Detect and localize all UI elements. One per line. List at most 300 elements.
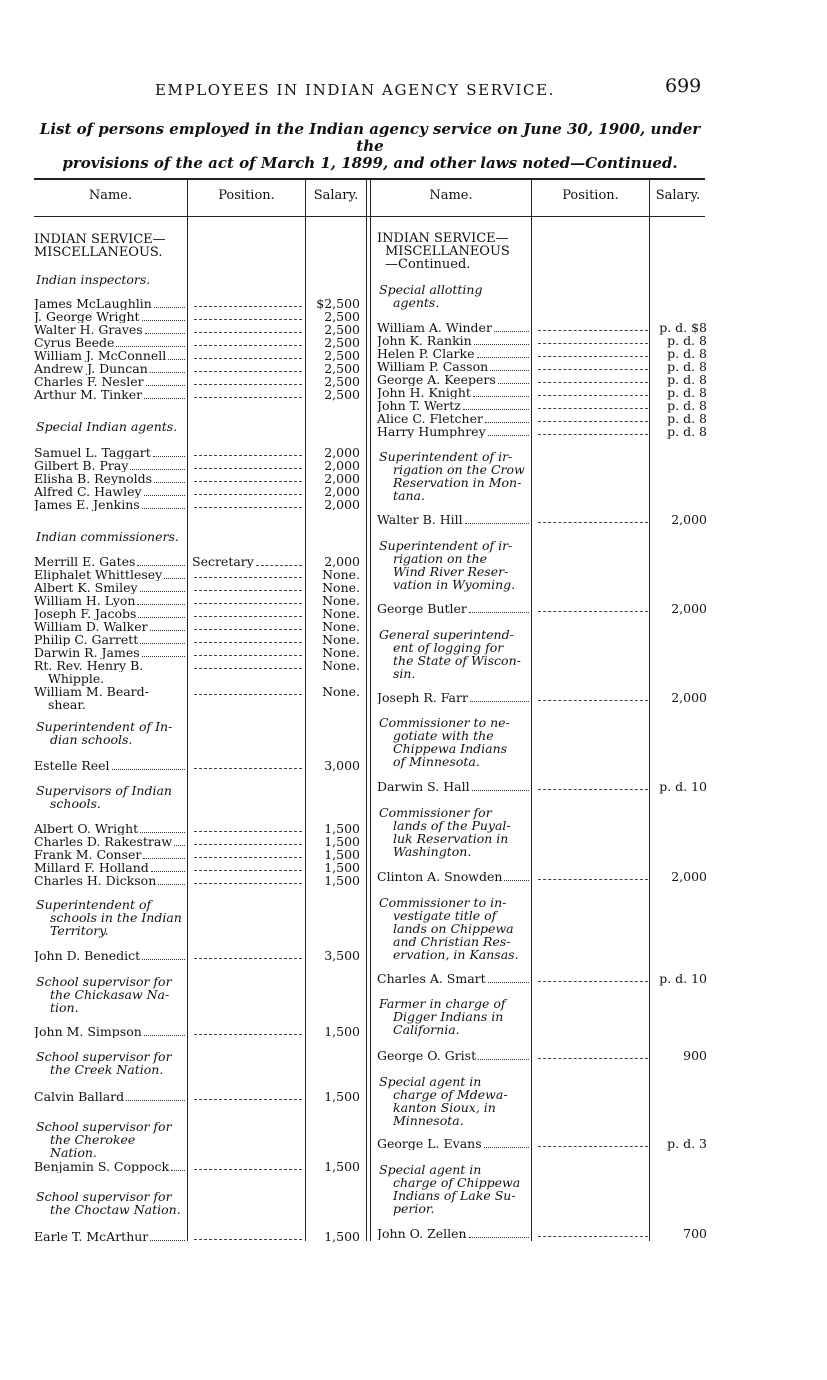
leader-dashes [538,334,648,344]
leader-dashes [538,386,648,396]
table-row [377,602,707,615]
employee-name [377,373,529,386]
group-title-line: General superintend- [379,627,514,642]
position-cell [192,472,302,482]
group-title [379,450,529,502]
leader-dashes [538,780,648,790]
position-cell [536,691,648,701]
group-title [36,720,185,746]
position-cell [192,949,302,959]
table-row [377,870,707,883]
employee-name [34,498,185,511]
employee-name-text: William D. Walker [34,620,148,633]
table-row [377,347,707,360]
table-row [34,336,360,349]
group-title-line: the Creek Nation. [50,1062,164,1077]
employee-name [34,861,185,874]
center-double-rule-2 [370,178,371,1241]
employee-name-text: John D. Benedict [34,949,141,962]
employee-name-text: Earle T. McArthur [34,1230,149,1243]
table-row [377,1137,707,1150]
leader-dashes [194,620,302,630]
leader-dots [164,569,185,579]
employee-name [34,310,185,323]
salary-cell: None. [322,606,360,621]
group-title-line: Territory. [50,923,109,938]
position-cell [192,861,302,871]
leader-dashes [194,607,302,617]
column-header-position: Position. [562,188,619,203]
group-title-line: Commissioner for [379,805,492,820]
table-row [34,874,360,887]
section-heading-left [34,233,187,259]
position-cell [536,347,648,357]
table-row [34,568,360,581]
position-cell [192,848,302,858]
section-heading-line: INDIAN SERVICE— [377,231,509,246]
employee-name [34,459,185,472]
table-row [34,349,360,362]
leader-dashes [194,568,302,578]
salary-cell: 900 [683,1048,707,1063]
salary-cell: p. d. 8 [667,372,707,387]
table-row [34,310,360,323]
leader-dashes [194,949,302,959]
salary-cell: 2,000 [324,497,360,512]
salary-cell: 2,000 [324,458,360,473]
position-cell [192,323,302,333]
table-row [34,446,360,459]
group-title-line: agents. [393,295,440,310]
employee-name [377,360,529,373]
table-row [377,386,707,399]
table-row [34,362,360,375]
table-row [34,646,360,659]
position-cell [536,1227,648,1237]
employee-name-text: Eliphalet Whittlesey [34,568,163,581]
employee-name-text: Frank M. Conser [34,848,142,861]
group-title-line: schools. [50,796,101,811]
group-title-line: Special Indian agents. [36,419,178,434]
employee-name [377,321,529,334]
table-row [377,513,707,526]
section-heading-right [377,232,531,271]
position-cell [192,336,302,346]
employee-name [34,874,185,887]
employee-name-text: Arthur M. Tinker [34,388,143,401]
leader-dashes [538,1137,648,1147]
employee-name-text: Benjamin S. Coppock [34,1160,170,1173]
employee-name-text: Alice C. Fletcher [377,412,483,425]
table-row [34,607,360,620]
employee-name-text: Charles D. Rakestraw [34,835,173,848]
section-heading-line: INDIAN SERVICE— [34,232,166,247]
employee-name-text: George O. Grist [377,1049,477,1062]
group-title [36,784,185,810]
group-title-line: Digger Indians in [393,1009,504,1024]
leader-dashes [538,1227,648,1237]
leader-dashes [194,594,302,604]
employee-name-text: John O. Zellen [377,1227,467,1240]
salary-cell: None. [322,658,360,673]
leader-dots [144,486,185,496]
leader-dashes [194,336,302,346]
salary-cell: None. [322,580,360,595]
employee-name-text: Andrew J. Duncan [34,362,148,375]
employee-name-text: J. George Wright [34,310,140,323]
employee-name-text: William A. Winder [377,321,492,334]
leader-dots [140,582,185,592]
group-title-line: sin. [393,666,416,681]
employee-name [34,336,185,349]
employee-name-text: Albert K. Smiley [34,581,138,594]
position-cell [192,822,302,832]
employee-name [377,399,529,412]
salary-cell: 2,000 [324,445,360,460]
employee-name-text: Charles A. Smart [377,972,486,985]
leader-dashes [194,581,302,591]
leader-dashes [194,633,302,643]
salary-cell: 2,500 [324,348,360,363]
employee-name-text: Alfred C. Hawley [34,485,142,498]
employee-name [34,646,185,659]
table-row [34,581,360,594]
employee-name [34,620,185,633]
group-title-line: Special agent in [379,1074,482,1089]
salary-cell: 1,500 [324,847,360,862]
position-cell [536,321,648,331]
group-title-line: Indians of Lake Su- [393,1188,516,1203]
group-title-line: Superintendent of ir- [379,449,513,464]
employee-name [34,472,185,485]
center-double-rule [366,178,367,1241]
position-cell [192,446,302,456]
salary-cell: 3,000 [324,758,360,773]
salary-cell: 2,500 [324,374,360,389]
employee-name [34,949,185,962]
position-cell [192,581,302,591]
leader-dashes [194,874,302,884]
group-title-line: Wind River Reser- [393,564,509,579]
leader-dots [150,1231,185,1241]
table-row [377,780,707,793]
employee-name-text: Darwin R. James [34,646,140,659]
group-title-line: School supervisor for [36,974,172,989]
leader-dashes [194,362,302,372]
leader-dashes [538,399,648,409]
leader-dots [498,374,529,384]
salary-cell: p. d. $8 [659,320,707,335]
leader-dashes [538,1049,648,1059]
leader-dashes [194,822,302,832]
group-title [379,806,529,858]
leader-dashes [194,323,302,333]
position-cell [536,1137,648,1147]
leader-dots [142,311,185,321]
leader-dots [477,348,529,358]
group-title-line: Special allotting [379,282,483,297]
group-title-line: the Chickasaw Na- [50,987,170,1002]
position-cell [536,386,648,396]
position-cell [536,870,648,880]
leader-dashes [538,870,648,880]
position-cell [192,459,302,469]
leader-dots [153,447,185,457]
salary-cell: 2,000 [671,869,707,884]
group-title-line: vation in Wyoming. [393,577,516,592]
group-title-line: perior. [393,1201,435,1216]
group-title [379,1075,529,1127]
salary-cell: p. d. 8 [667,346,707,361]
salary-cell: None. [322,593,360,608]
leader-dots [490,361,529,371]
position-text: Secretary [192,555,254,568]
salary-cell: 2,500 [324,322,360,337]
leader-dots [174,836,185,846]
employee-name [377,513,529,526]
employee-name [34,594,185,607]
group-title-line: California. [393,1022,460,1037]
group-title-line: rigation on the Crow [393,462,525,477]
position-cell [192,659,302,669]
group-title [379,628,529,680]
employee-name [377,972,529,985]
salary-cell: p. d. 10 [659,971,707,986]
position-cell [192,646,302,656]
table-row [377,360,707,373]
group-title-line: ervation, in Kansas. [393,947,519,962]
group-title [36,1050,185,1076]
employee-name [34,1090,185,1103]
leader-dots [154,473,185,483]
employee-name-text: Rt. Rev. Henry B. [34,659,144,672]
leader-dashes [538,373,648,383]
employee-name-text: John H. Knight [377,386,471,399]
employee-name [377,1227,529,1240]
leader-dots [488,426,529,436]
employee-name [34,581,185,594]
employee-name-text: William M. Beard- [34,685,149,698]
leader-dashes [194,646,302,656]
employee-name-text: George A. Keepers [377,373,496,386]
position-cell [192,1230,302,1240]
employee-name-text: James E. Jenkins [34,498,140,511]
table-row [34,822,360,835]
employee-name [34,446,185,459]
table-row [377,691,707,704]
employee-name-text: John K. Rankin [377,334,472,347]
group-title-line: Superintendent of In- [36,719,173,734]
group-title [36,898,185,937]
employee-name [377,602,529,615]
caption-line-1: List of persons employed in the Indian agency service on June 30, 1900, under the [39,120,701,155]
position-cell [192,362,302,372]
group-title-line: charge of Mdewa- [393,1087,508,1102]
employee-name-text: Walter B. Hill [377,513,463,526]
group-title [379,283,529,309]
salary-cell: p. d. 3 [667,1136,707,1151]
group-title-line: Reservation in Mon- [393,475,522,490]
leader-dots [469,1228,529,1238]
position-cell [536,360,648,370]
employee-name [34,1230,185,1243]
position-cell [192,685,302,695]
salary-cell: 1,500 [324,821,360,836]
leader-dashes [194,388,302,398]
position-cell [192,555,302,568]
leader-dashes [538,360,648,370]
position-cell [536,399,648,409]
group-title-line: Indian commissioners. [36,529,179,544]
employee-name [34,388,185,401]
employee-name-text: Clinton A. Snowden [377,870,503,883]
salary-cell: p. d. 8 [667,385,707,400]
group-title-line: Superintendent of ir- [379,538,513,553]
group-title-line: Washington. [393,844,472,859]
position-cell [192,568,302,578]
position-cell [536,412,648,422]
leader-dots [137,556,185,566]
salary-cell: $2,500 [316,296,360,311]
leader-dots [469,603,529,613]
group-title-line: Chippewa Indians [393,741,508,756]
leader-dots [151,862,185,872]
employee-name-text: Charles F. Nesler [34,375,144,388]
table-row [34,323,360,336]
table-row [34,555,360,568]
leader-dots [158,875,185,885]
position-cell [192,607,302,617]
position-cell [536,334,648,344]
employee-name-text: Darwin S. Hall [377,780,470,793]
employee-name-text: Samuel L. Taggart [34,446,151,459]
group-title-line: Superintendent of [36,897,152,912]
group-title-line: ent of logging for [393,640,504,655]
group-title-line: kanton Sioux, in [393,1100,496,1115]
table-row [34,759,360,772]
group-title [36,975,185,1014]
employee-name [377,412,529,425]
leader-dots [150,363,185,373]
leader-dashes [194,685,302,695]
position-cell [536,373,648,383]
group-title-line: Supervisors of Indian [36,783,172,798]
position-cell [536,972,648,982]
leader-dots [472,781,529,791]
table-row [34,594,360,607]
salary-cell: p. d. 8 [667,411,707,426]
leader-dots [473,387,529,397]
employee-name [34,485,185,498]
position-cell [192,620,302,630]
employee-name-text: Philip C. Garrett [34,633,139,646]
table-row [34,835,360,848]
table-row [377,412,707,425]
position-cell [192,874,302,884]
leader-dashes [194,1090,302,1100]
table-row [377,972,707,985]
salary-cell: 2,000 [324,471,360,486]
leader-dots [488,973,529,983]
employee-name-continuation: shear. [48,697,86,712]
salary-cell: None. [322,619,360,634]
leader-dots [137,595,185,605]
employee-name-text: Charles H. Dickson [34,874,157,887]
table-row [377,373,707,386]
employee-name-text: Gilbert B. Pray [34,459,129,472]
employee-name [34,297,185,310]
leader-dots [494,322,529,332]
employee-name-text: Calvin Ballard [34,1090,125,1103]
leader-dots [142,499,185,509]
group-title-line: Farmer in charge of [379,996,506,1011]
leader-dashes [538,513,648,523]
group-title [379,896,529,961]
group-title [379,997,529,1036]
group-title [36,1190,185,1216]
leader-dashes [194,848,302,858]
employee-name-text: Millard F. Holland [34,861,149,874]
salary-cell: p. d. 8 [667,398,707,413]
employee-name-text: Joseph F. Jacobs [34,607,137,620]
table-row [377,334,707,347]
position-cell [536,780,648,790]
employee-name-text: Albert O. Wright [34,822,139,835]
leader-dashes [194,498,302,508]
salary-cell: 2,500 [324,387,360,402]
group-title-line: the Cherokee Nation. [50,1132,136,1160]
leader-dashes [538,347,648,357]
table-row [34,949,360,962]
employee-name [34,822,185,835]
position-cell [192,1025,302,1035]
leader-dots [140,634,185,644]
leader-dashes [538,972,648,982]
employee-name [377,780,529,793]
salary-cell: 1,500 [324,1089,360,1104]
group-title-line: rigation on the [393,551,488,566]
page-number: 699 [665,75,702,97]
employee-name-text: Merrill E. Gates [34,555,136,568]
leader-dashes [194,446,302,456]
employee-name-text: Cyrus Beede [34,336,115,349]
group-title-line: Minnesota. [393,1113,464,1128]
leader-dashes [194,310,302,320]
group-title [36,1120,185,1159]
salary-cell: 2,000 [671,601,707,616]
leader-dashes [538,602,648,612]
leader-dots [478,1050,529,1060]
employee-name-text: John T. Wertz [377,399,461,412]
group-title-line: the State of Wiscon- [393,653,521,668]
table-caption [30,121,710,172]
employee-name-continuation: Whipple. [48,671,105,686]
employee-name [377,870,529,883]
group-title-line: Commissioner to ne- [379,715,510,730]
group-title [36,420,185,433]
salary-cell: 2,500 [324,361,360,376]
salary-cell: 1,500 [324,1229,360,1244]
leader-dots [145,324,185,334]
employee-name [34,848,185,861]
leader-dots [146,376,185,386]
employee-name-text: Estelle Reel [34,759,110,772]
leader-dashes [194,297,302,307]
leader-dots [154,298,185,308]
group-title-line: of Minnesota. [393,754,480,769]
section-heading-line: —Continued. [385,257,471,272]
table-row [34,1090,360,1103]
